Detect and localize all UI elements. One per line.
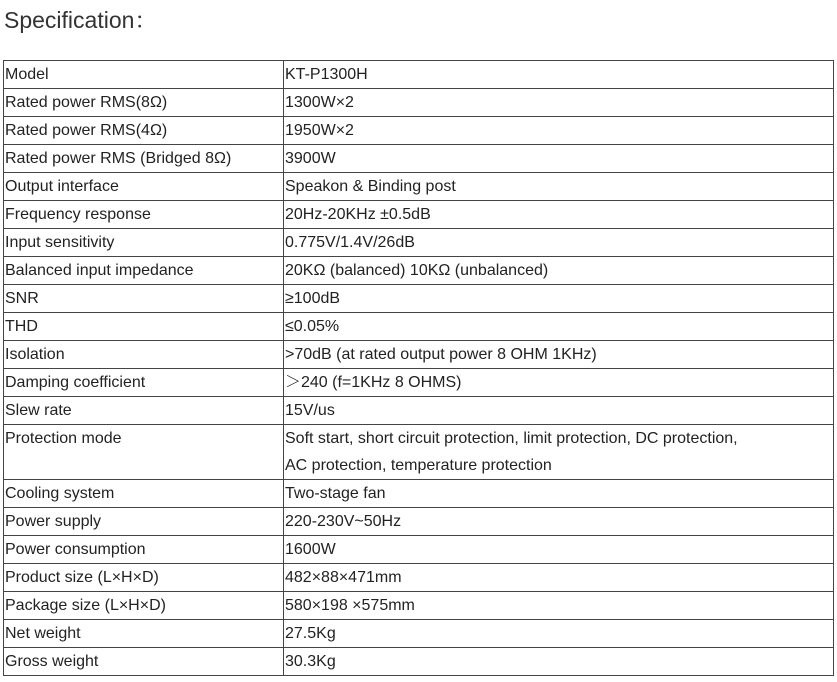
spec-value: 482×88×471mm — [284, 564, 834, 592]
spec-label: Cooling system — [4, 480, 284, 508]
spec-value: ＞240 (f=1KHz 8 OHMS) — [284, 369, 834, 397]
spec-label: THD — [4, 313, 284, 341]
table-row — [4, 89, 834, 117]
table-row — [4, 145, 834, 173]
spec-value: ≤0.05% — [284, 313, 834, 341]
spec-value-line: AC protection, temperature protection — [285, 457, 552, 474]
spec-value: 220-230V~50Hz — [284, 508, 834, 536]
spec-label: Power supply — [4, 508, 284, 536]
spec-value: KT-P1300H — [284, 61, 834, 89]
table-row — [4, 341, 834, 369]
spec-value: 20Hz-20KHz ±0.5dB — [284, 201, 834, 229]
spec-label: Package size (L×H×D) — [4, 592, 284, 620]
table-row — [4, 173, 834, 201]
spec-label: Output interface — [4, 173, 284, 201]
spec-label: Product size (L×H×D) — [4, 564, 284, 592]
table-row — [4, 648, 834, 676]
table-row — [4, 397, 834, 425]
table-row — [4, 257, 834, 285]
spec-label: Gross weight — [4, 648, 284, 676]
table-row — [4, 285, 834, 313]
spec-label: Frequency response — [4, 201, 284, 229]
table-row — [4, 620, 834, 648]
spec-value: 1600W — [284, 536, 834, 564]
spec-value: 30.3Kg — [284, 648, 834, 676]
spec-label: Isolation — [4, 341, 284, 369]
spec-label: SNR — [4, 285, 284, 313]
spec-value: 15V/us — [284, 397, 834, 425]
table-row — [4, 229, 834, 257]
spec-value: 580×198 ×575mm — [284, 592, 834, 620]
table-row — [4, 313, 834, 341]
spec-value: 27.5Kg — [284, 620, 834, 648]
table-row — [4, 480, 834, 508]
spec-value: 1950W×2 — [284, 117, 834, 145]
spec-label: Input sensitivity — [4, 229, 284, 257]
spec-label: Power consumption — [4, 536, 284, 564]
table-row — [4, 61, 834, 89]
spec-label: Rated power RMS(4Ω) — [4, 117, 284, 145]
spec-label: Rated power RMS (Bridged 8Ω) — [4, 145, 284, 173]
spec-value — [284, 425, 834, 480]
spec-value: Two-stage fan — [284, 480, 834, 508]
spec-label: Damping coefficient — [4, 369, 284, 397]
spec-value: 20KΩ (balanced) 10KΩ (unbalanced) — [284, 257, 834, 285]
spec-label: Model — [4, 61, 284, 89]
specification-table — [3, 60, 834, 676]
table-row — [4, 117, 834, 145]
spec-value: >70dB (at rated output power 8 OHM 1KHz) — [284, 341, 834, 369]
table-row — [4, 201, 834, 229]
spec-value: Speakon & Binding post — [284, 173, 834, 201]
spec-value: 1300W×2 — [284, 89, 834, 117]
table-row — [4, 369, 834, 397]
spec-label: Protection mode — [4, 425, 284, 480]
table-row — [4, 536, 834, 564]
spec-value-line: Soft start, short circuit protection, limit protection, DC protection, — [285, 430, 738, 447]
spec-label: Rated power RMS(8Ω) — [4, 89, 284, 117]
spec-value: ≥100dB — [284, 285, 834, 313]
spec-label: Slew rate — [4, 397, 284, 425]
spec-value: 0.775V/1.4V/26dB — [284, 229, 834, 257]
table-row — [4, 508, 834, 536]
page-title: Specification： — [4, 7, 158, 33]
spec-label: Net weight — [4, 620, 284, 648]
table-row — [4, 592, 834, 620]
spec-label: Balanced input impedance — [4, 257, 284, 285]
table-row — [4, 425, 834, 480]
table-row — [4, 564, 834, 592]
spec-value: 3900W — [284, 145, 834, 173]
